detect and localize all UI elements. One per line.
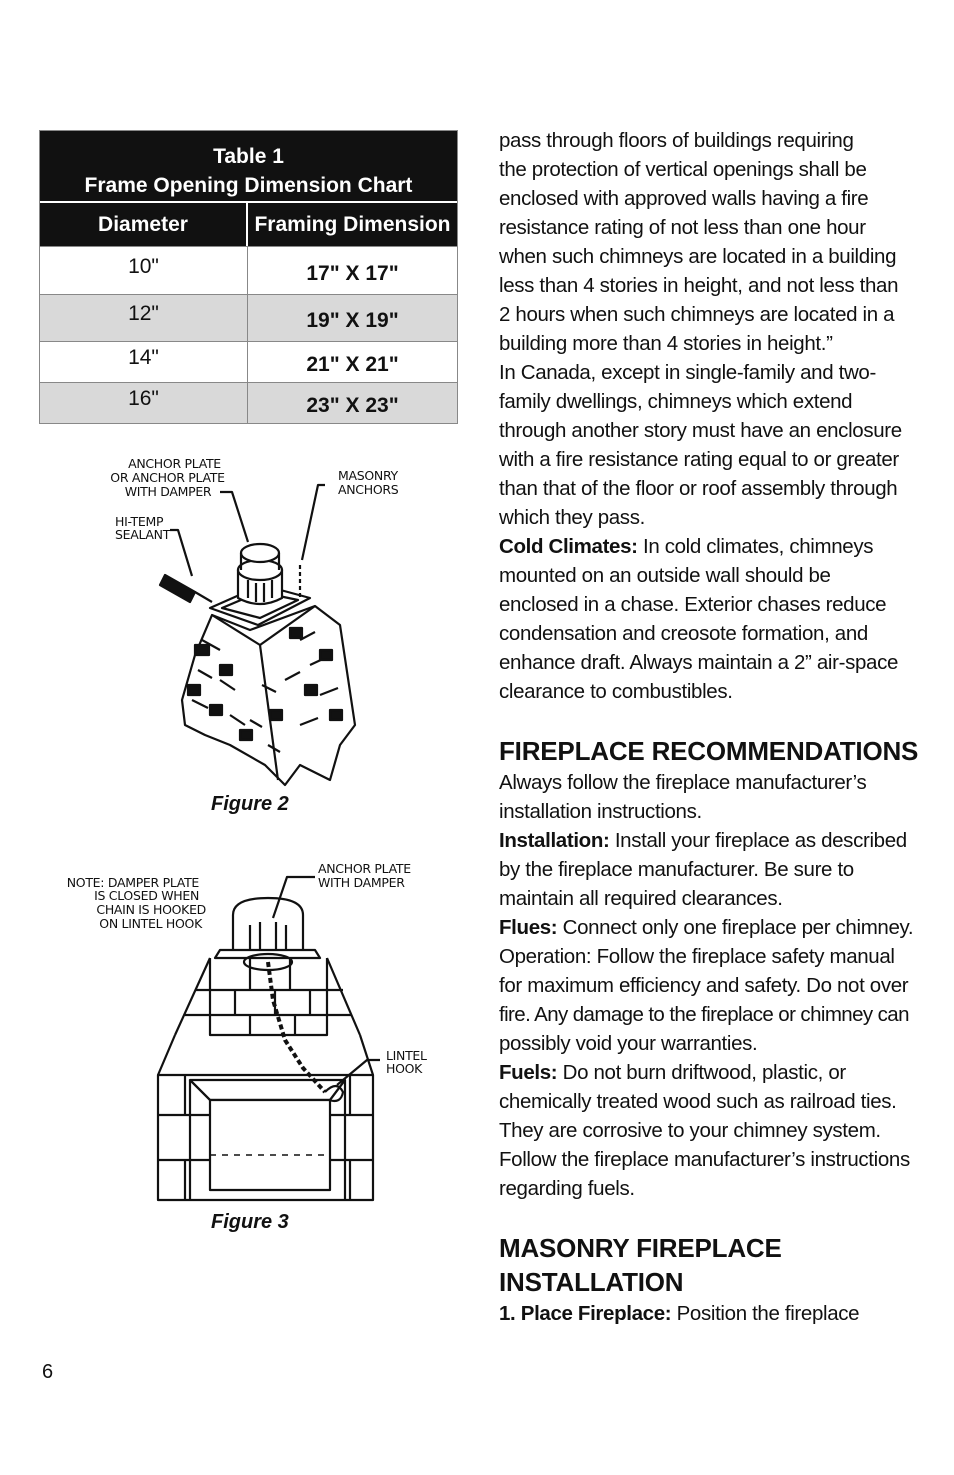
- label-hi-temp: HI-TEMP: [115, 514, 164, 529]
- heading-masonry-fireplace: MASONRY FIREPLACE: [499, 1233, 782, 1263]
- flues-line: Operation: Follow the fireplace safety manual: [499, 945, 895, 968]
- cell-framing: 19" X 19": [306, 309, 399, 332]
- cold-line: enhance draft. Always maintain a 2” air-space: [499, 651, 899, 674]
- flues-line: for maximum efficiency and safety. Do not over: [499, 974, 909, 997]
- fuels-line: They are corrosive to your chimney system.: [499, 1119, 881, 1142]
- page-number: 6: [42, 1361, 54, 1383]
- cell-framing: 17" X 17": [306, 261, 399, 285]
- label-note-2: IS CLOSED WHEN: [94, 888, 199, 903]
- table-row: [40, 294, 457, 341]
- heading-installation: INSTALLATION: [499, 1267, 684, 1297]
- table-row: [40, 382, 457, 423]
- flues-line: Flues: Connect only one fireplace per chimney.: [499, 916, 914, 939]
- cell-diameter: 14": [40, 342, 248, 382]
- place-fireplace-label: 1. Place Fireplace:: [499, 1302, 672, 1325]
- place-fireplace-line: 1. Place Fireplace: Position the fireplace: [499, 1302, 860, 1325]
- fuels-line: chemically treated wood such as railroad ties.: [499, 1090, 897, 1113]
- table-header-row: [40, 201, 457, 246]
- flues-label: Flues:: [499, 916, 558, 939]
- install-line: maintain all required clearances.: [499, 887, 783, 910]
- table-subtitle: Frame Opening Dimension Chart: [84, 174, 413, 197]
- label-anchor-plate-3: WITH DAMPER: [124, 484, 212, 499]
- label-hook: HOOK: [386, 1061, 423, 1076]
- intro-line: resistance rating of not less than one hour: [499, 216, 866, 239]
- intro-line: which they pass.: [499, 506, 645, 529]
- fuels-line: regarding fuels.: [499, 1177, 635, 1200]
- intro-line: less than 4 stories in height, and not less than: [499, 274, 899, 297]
- intro-line: than that of the floor or roof assembly through: [499, 477, 898, 500]
- label-note-1: NOTE: DAMPER PLATE: [66, 875, 199, 890]
- chimney-anchor-plate-illustration: [150, 480, 360, 790]
- label-anchor-plate: ANCHOR PLATE: [128, 456, 221, 471]
- cell-framing: 21" X 21": [306, 353, 399, 376]
- cell-diameter: 16": [40, 383, 248, 423]
- label-anchors: ANCHORS: [338, 482, 399, 497]
- label-anchor-plate-f3: ANCHOR PLATE: [318, 861, 411, 876]
- table-title-block: [40, 131, 457, 201]
- intro-line: enclosed with approved walls having a fire: [499, 187, 869, 210]
- intro-line: when such chimneys are located in a building: [499, 245, 897, 268]
- cell-diameter: 10": [40, 247, 248, 294]
- install-line: by the fireplace manufacturer. Be sure to: [499, 858, 854, 881]
- cell-framing: 23" X 23": [306, 394, 399, 417]
- body-text-column: [499, 126, 919, 1328]
- figure-2-caption: Figure 2: [211, 793, 289, 815]
- fuels-label: Fuels:: [499, 1061, 558, 1084]
- intro-line: family dwellings, chimneys which extend: [499, 390, 853, 413]
- table-title: Table 1: [213, 145, 284, 168]
- cold-line: enclosed in a chase. Exterior chases reduce: [499, 593, 887, 616]
- intro-line: 2 hours when such chimneys are located in a: [499, 303, 895, 326]
- table-row: [40, 246, 457, 294]
- intro-line: building more than 4 stories in height.”: [499, 332, 833, 355]
- cold-line: clearance to combustibles.: [499, 680, 733, 703]
- fp-line: Always follow the fireplace manufacturer’s: [499, 771, 867, 794]
- cold-climates-line: Cold Climates: In cold climates, chimneys: [499, 535, 874, 558]
- column-header-framing: Framing Dimension: [254, 212, 451, 236]
- label-anchor-plate-2: OR ANCHOR PLATE: [110, 470, 225, 485]
- table-row: [40, 341, 457, 382]
- flues-line: fire. Any damage to the fireplace or chimney can: [499, 1003, 909, 1026]
- intro-line: the protection of vertical openings shall be: [499, 158, 867, 181]
- intro-line: through another story must have an enclosure: [499, 419, 902, 442]
- fuels-line: Fuels: Do not burn driftwood, plastic, or: [499, 1061, 846, 1084]
- intro-line: with a fire resistance rating equal to or greater: [499, 448, 899, 471]
- label-with-damper-f3: WITH DAMPER: [318, 875, 405, 890]
- label-note-4: ON LINTEL HOOK: [99, 916, 202, 931]
- heading-fireplace-recommendations: FIREPLACE RECOMMENDATIONS: [499, 736, 919, 766]
- intro-line: In Canada, except in single-family and two-: [499, 361, 876, 384]
- label-masonry: MASONRY: [338, 468, 398, 483]
- fuels-line: Follow the fireplace manufacturer’s instructions: [499, 1148, 910, 1171]
- figure-3-caption: Figure 3: [211, 1211, 289, 1233]
- cold-climates-label: Cold Climates:: [499, 535, 638, 558]
- label-sealant: SEALANT: [115, 527, 171, 542]
- installation-label: Installation:: [499, 829, 610, 852]
- cold-line: condensation and creosote formation, and: [499, 622, 868, 645]
- installation-line: Installation: Install your fireplace as described: [499, 829, 907, 852]
- fp-line: installation instructions.: [499, 800, 702, 823]
- cell-diameter: 12": [40, 295, 248, 341]
- frame-opening-table: [39, 130, 458, 424]
- column-header-diameter: Diameter: [40, 203, 248, 246]
- cold-line: mounted on an outside wall should be: [499, 564, 831, 587]
- label-lintel: LINTEL: [386, 1048, 427, 1063]
- flues-line: possibly void your warranties.: [499, 1032, 758, 1055]
- label-note-3: CHAIN IS HOOKED: [96, 902, 206, 917]
- intro-line: pass through floors of buildings requiring: [499, 129, 854, 152]
